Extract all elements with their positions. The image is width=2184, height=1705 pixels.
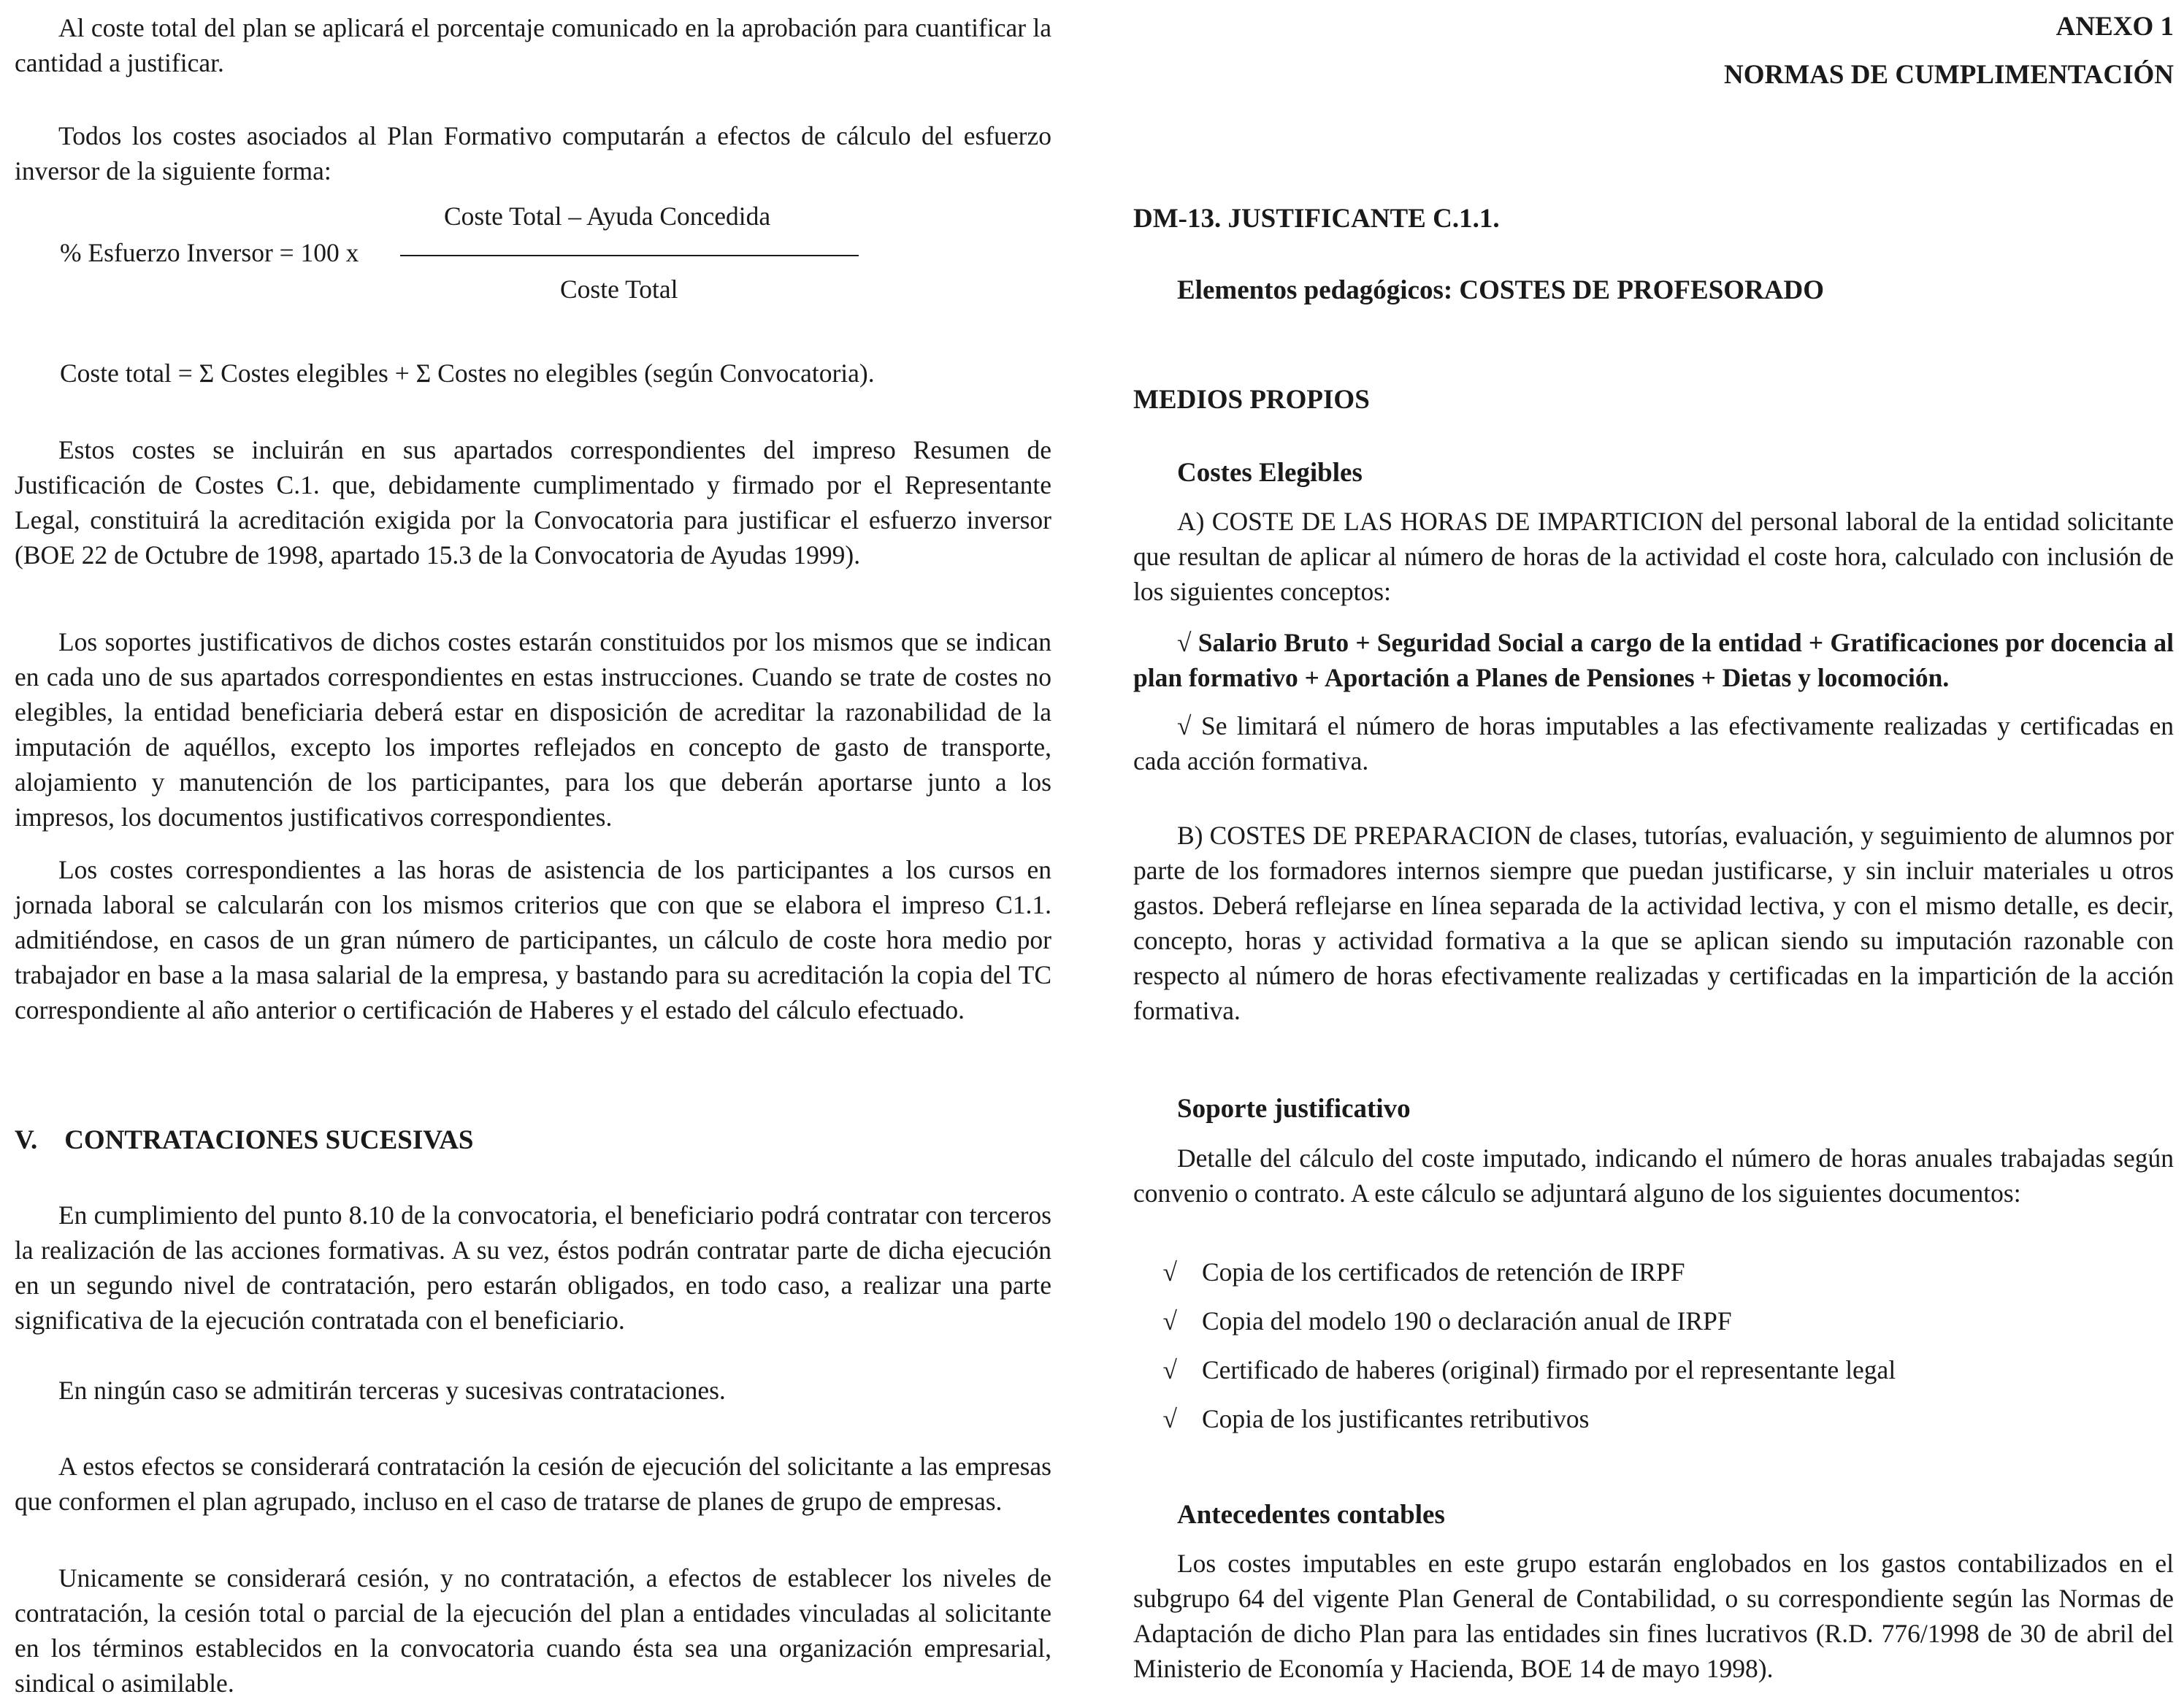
- paragraph-horas-asistencia: Los costes correspondientes a las horas de asistencia de los participantes a los cursos en jornada laboral se calcularán con los mismos criterios que con que se elabora el impreso C1.1. admitiéndose, en casos de un gran número de participantes, un cálculo de coste hora medio por trabajador en base a la masa salarial de la empresa, y bastando para su acreditación la copia del TC correspondiente al año anterior o certificación de Haberes y el estado del cálculo efectuado.: [15, 855, 1051, 1024]
- paragraph-total-cost: Coste total = Σ Costes elegibles + Σ Costes no elegibles (según Convocatoria).: [60, 359, 875, 388]
- paragraph-coste-horas: A) COSTE DE LAS HORAS DE IMPARTICION del personal laboral de la entidad solicitante que resultan de aplicar al número de horas de la actividad el coste hora, calculado con inclusión de los siguientes conceptos:: [1133, 507, 2174, 606]
- annex-title: NORMAS DE CUMPLIMENTACIÓN: [1724, 60, 2174, 90]
- paragraph-estos-efectos: A estos efectos se considerará contratación la cesión de ejecución del solicitante a las empresas que conformen el plan agrupado, incluso en el caso de tratarse de planes de grupo de empresas.: [15, 1452, 1051, 1516]
- section-title-contrataciones: V. CONTRATACIONES SUCESIVAS: [15, 1125, 474, 1155]
- salario-text: Salario Bruto + Seguridad Social a cargo de la entidad + Gratificaciones por docencia al plan formativo + Aportación a Planes de Pensiones + Dietas y locomoción.: [1133, 628, 2174, 692]
- paragraph-unicamente: Unicamente se considerará cesión, y no contratación, a efectos de establecer los niveles de contratación, la cesión total o parcial de la ejecución del plan a entidades vinculadas al solicitante en los términos establecidos en la convocatoria cuando ésta sea una organización empresarial, sindical o asimilable.: [15, 1563, 1051, 1698]
- dm-title: DM-13. JUSTIFICANTE C.1.1.: [1133, 204, 1500, 234]
- paragraph-resumen: Estos costes se incluirán en sus apartados correspondientes del impreso Resumen de Justificación de Costes C.1. que, debidamente cumplimentado y firmado por el Representante Legal, constituirá la acreditación exigida por la Convocatoria para justificar el esfuerzo inversor (BOE 22 de Octubre de 1998, apartado 15.3 de la Convocatoria de Ayudas 1999).: [15, 435, 1051, 570]
- list-item: √ Copia de los justificantes retributivos: [1133, 1401, 2174, 1450]
- check-mark-icon: √: [1177, 711, 1192, 740]
- paragraph-preparacion: B) COSTES DE PREPARACION de clases, tutorías, evaluación, y seguimiento de alumnos por parte de los formadores internos siempre que puedan justificarse, y sin incluir materiales u otros gastos. Deberá reflejarse en línea separada de la actividad lectiva, y con el mismo detalle, es decir, concepto, horas y actividad formativa a la que se aplican siendo su imputación razonable con respecto al número de horas efectivamente realizadas y certificadas en la impartición de la acción formativa.: [1133, 821, 2174, 1025]
- effort-formula: [15, 201, 1051, 304]
- list-item: √ Certificado de haberes (original) firmado por el representante legal: [1133, 1352, 2174, 1401]
- list-item: √ Copia de los certificados de retención de IRPF: [1133, 1254, 2174, 1303]
- list-item: √ Copia del modelo 190 o declaración anual de IRPF: [1133, 1303, 2174, 1352]
- medios-propios-title: MEDIOS PROPIOS: [1133, 385, 1370, 415]
- paragraph-cost-percentage: Al coste total del plan se aplicará el porcentaje comunicado en la aprobación para cuantificar la cantidad a justificar.: [15, 13, 1051, 77]
- formula-denominator: Coste Total: [560, 275, 678, 304]
- costes-elegibles-title: Costes Elegibles: [1177, 458, 1363, 488]
- check-item-salario: [1133, 625, 2174, 695]
- paragraph-soportes: Los soportes justificativos de dichos costes estarán constituidos por los mismos que se indican en cada uno de sus apartados correspondientes en estas instrucciones. Cuando se trate de costes no elegibles, la entidad beneficiaria deberá estar en disposición de acreditar la razonabilidad de la imputación de aquéllos, excepto los importes reflejados en concepto de gasto de transporte, alojamiento y manutención de los participantes, para los que deberán aportarse junto a los impresos, los documentos justificativos correspondientes.: [15, 627, 1051, 832]
- check-mark-icon: √: [1162, 1355, 1177, 1384]
- paragraph-costs-computation: Todos los costes asociados al Plan Formativo computarán a efectos de cálculo del esfuerzo inversor de la siguiente forma:: [15, 121, 1051, 185]
- fraction-bar: [400, 255, 859, 256]
- check-mark-icon: √: [1162, 1404, 1177, 1433]
- annex-label: ANEXO 1: [2055, 12, 2174, 42]
- paragraph-soporte: Detalle del cálculo del coste imputado, indicando el número de horas anuales trabajadas según convenio o contrato. A este cálculo se adjuntará alguno de los siguientes documentos:: [1133, 1143, 2174, 1208]
- paragraph-antecedentes: Los costes imputables en este grupo estarán englobados en los gastos contabilizados en el subgrupo 64 del vigente Plan General de Contabilidad, o su correspondiente según las Normas de Adaptación de dicho Plan para las entidades sin fines lucrativos (R.D. 776/1998 de 30 de abril del Ministerio de Economía y Hacienda, BOE 14 de mayo 1998).: [1133, 1549, 2174, 1683]
- paragraph-cumplimiento: En cumplimiento del punto 8.10 de la convocatoria, el beneficiario podrá contratar con terceros la realización de las acciones formativas. A su vez, éstos podrán contratar parte de dicha ejecución en un segundo nivel de contratación, pero estarán obligados, en todo caso, a realizar una parte significativa de la ejecución contratada con el beneficiario.: [15, 1200, 1051, 1335]
- check-mark-icon: √: [1162, 1257, 1177, 1287]
- formula-numerator: Coste Total – Ayuda Concedida: [444, 202, 771, 231]
- check-mark-icon: √: [1162, 1306, 1177, 1336]
- elementos-title: Elementos pedagógicos: COSTES DE PROFESORADO: [1177, 275, 1825, 305]
- check-mark-icon: √: [1177, 628, 1192, 657]
- antecedentes-title: Antecedentes contables: [1177, 1500, 1445, 1530]
- soporte-title: Soporte justificativo: [1177, 1094, 1411, 1124]
- documents-list: [1133, 1254, 2174, 1450]
- formula-lhs: % Esfuerzo Inversor = 100 x: [60, 238, 359, 267]
- paragraph-ningun-caso: En ningún caso se admitirán terceras y sucesivas contrataciones.: [58, 1376, 726, 1405]
- limite-text: Se limitará el número de horas imputables a las efectivamente realizadas y certificadas en cada acción formativa.: [1133, 711, 2175, 775]
- check-item-limite: [1133, 708, 2174, 778]
